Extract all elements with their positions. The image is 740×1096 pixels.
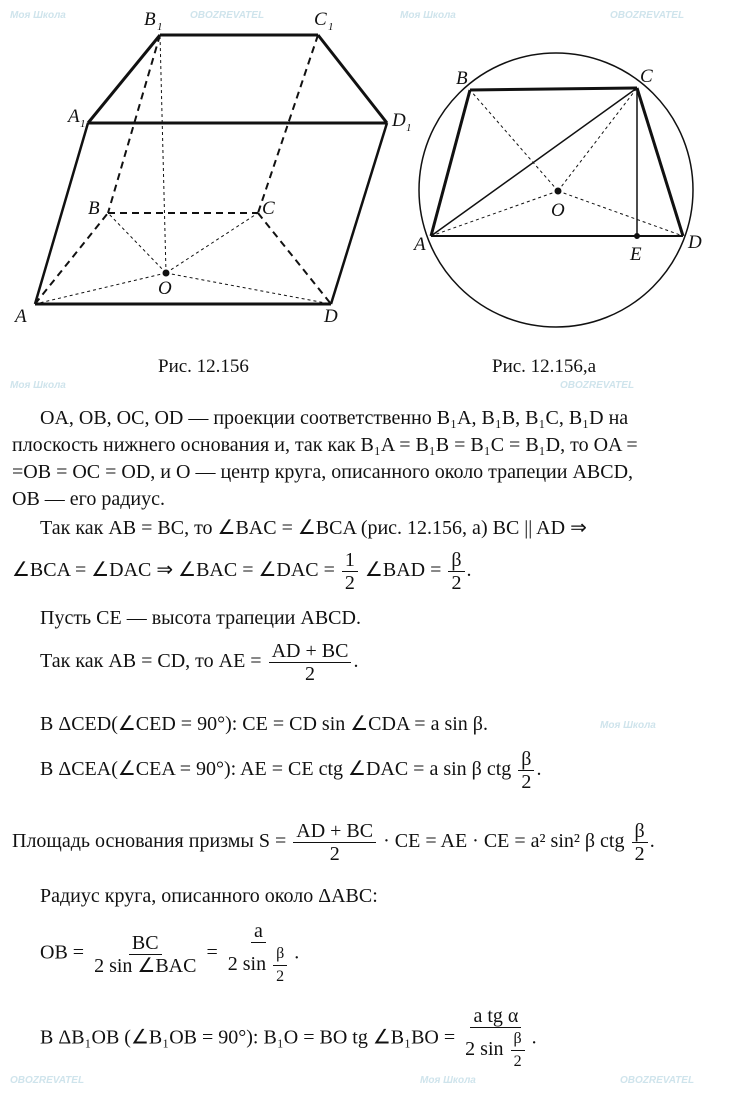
text-line: =OB = OC = OD, и O — центр круга, описанного около трапеции ABCD, [12,461,634,483]
prism-labels [13,9,412,327]
circle-figure [419,53,693,327]
formula-line: В ΔCEA(∠CEA = 90°): AE = CE ctg ∠DAC = a sin β ctg $\frac{\beta}{2}$ . [40,748,542,793]
svg-text:B: B [88,198,100,219]
formula-line: В ΔB₁OB (∠B₁OB = 90°): B₁O = BO tg ∠B₁BO = a tg α 2 sin $\frac{\beta}{2}$ . [40,1005,537,1070]
formula-line: Так как AB = CD, то AE = $\frac{AD + BC}{2}$ . [40,640,359,685]
text-line: OB — его радиус. [12,488,165,510]
svg-text:A: A [15,306,27,327]
formula-line: ∠BCA = ∠DAC ⇒ ∠BAC = ∠DAC = $\frac{1}{2}$ ∠BAD = $\frac{\beta}{2}$ . [12,549,472,594]
figure-caption-left: Рис. 12.156 [158,356,249,377]
figures [0,0,740,350]
formula-line: Площадь основания призмы S = $\frac{AD + BC}{2}$ · CE = AE · CE = a² sin² β ctg $\frac{\beta}{2}$ . [12,820,655,865]
text-line: плоскость нижнего основания и, так как B₁A = B₁B = B₁C = B₁D, то OA = [12,434,638,456]
text-line: Пусть CE — высота трапеции ABCD. [40,607,361,629]
svg-text:B: B [456,68,468,89]
svg-text:C: C [640,66,653,87]
svg-text:1: 1 [406,122,412,134]
svg-text:D: D [688,232,702,253]
svg-text:D: D [392,110,406,131]
svg-text:C: C [262,198,275,219]
svg-text:B: B [144,9,156,30]
formula-line: OB = $\frac{BC}{\text{2 sin ∠BAC}}$ = a 2 sin $\frac{\beta}{2}$ . [40,920,300,985]
text-line: Так как AB = BC, то ∠BAC = ∠BCA (рис. 12.156, а) BC || AD ⇒ [40,517,587,539]
svg-text:D: D [324,306,338,327]
svg-text:A: A [414,234,426,255]
svg-text:O: O [551,200,565,221]
svg-text:E: E [630,244,642,265]
svg-text:1: 1 [157,21,163,33]
text-line: В ΔCED(∠CED = 90°): CE = CD sin ∠CDA = a sin β. [40,713,488,735]
svg-text:C: C [314,9,327,30]
svg-text:1: 1 [328,21,334,33]
prism-figure [35,35,387,304]
text-line: OA, OB, OC, OD — проекции соответственно B₁A, B₁B, B₁C, B₁D на [40,407,629,429]
figure-caption-right: Рис. 12.156,а [492,356,597,377]
svg-text:1: 1 [80,118,86,130]
svg-text:O: O [158,278,172,299]
text-line: Радиус круга, описанного около ΔABC: [40,885,378,907]
svg-text:A: A [68,106,80,127]
